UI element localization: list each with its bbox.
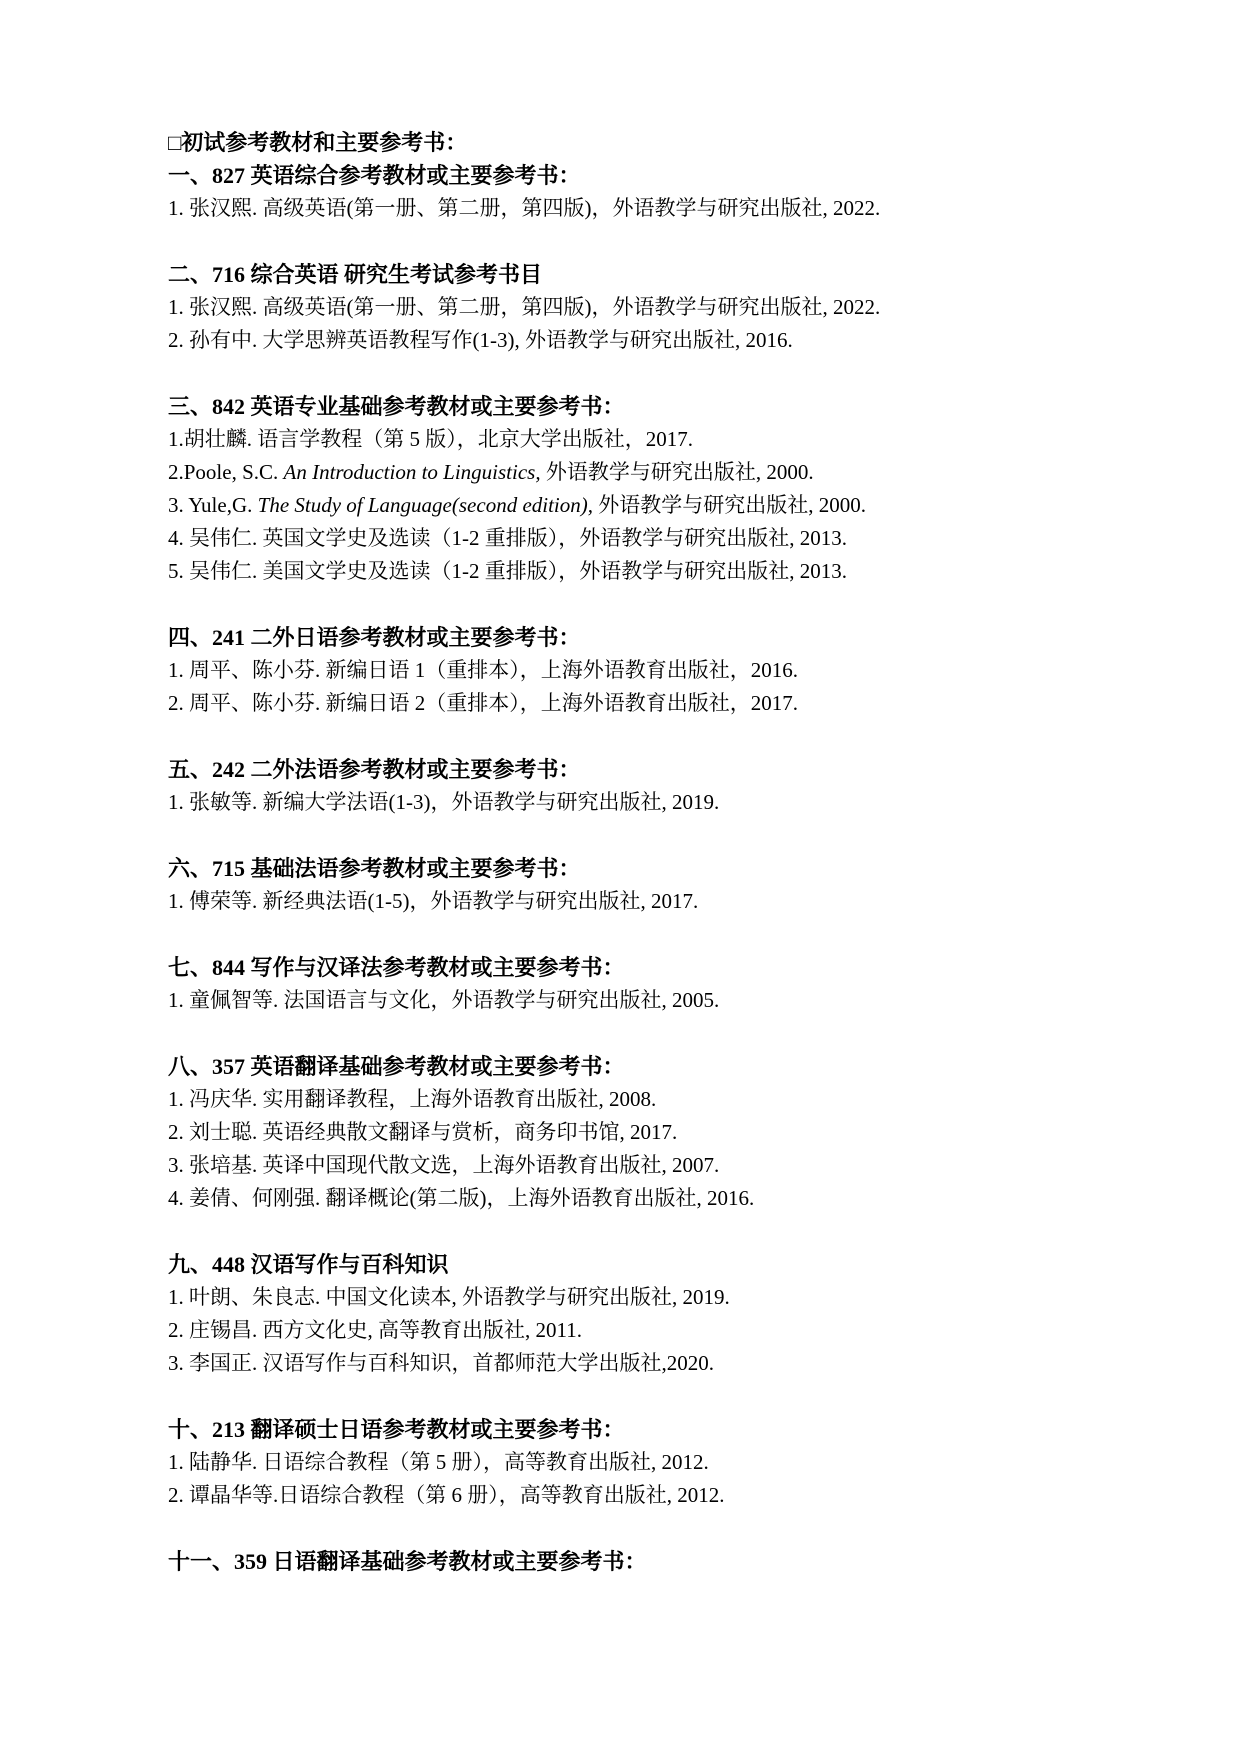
book-section [168,1050,1078,1215]
book-item: 3. 李国正. 汉语写作与百科知识，首都师范大学出版社,2020. [168,1351,714,1375]
book-item: 1. 陆静华. 日语综合教程（第 5 册），高等教育出版社, 2012. [168,1450,709,1474]
section-heading: 八、357 英语翻译基础参考教材或主要参考书： [168,1054,625,1079]
book-section [168,258,1078,357]
book-title-italic: An Introduction to Linguistics, [283,460,541,484]
section-heading: 二、716 综合英语 研究生考试参考书目 [168,262,543,287]
book-item: 2. 谭晶华等.日语综合教程（第 6 册），高等教育出版社, 2012. [168,1483,725,1507]
section-heading: 九、448 汉语写作与百科知识 [168,1252,449,1277]
book-item-text: 2.Poole, S.C. [168,460,284,484]
book-section [168,1413,1078,1512]
book-section [168,621,1078,720]
section-heading: 三、842 英语专业基础参考教材或主要参考书： [168,394,625,419]
book-section [168,159,1078,225]
book-section [168,951,1078,1017]
section-heading: 十一、359 日语翻译基础参考教材或主要参考书： [168,1549,647,1574]
section-heading: 四、241 二外日语参考教材或主要参考书： [168,625,581,650]
book-item: 1. 傅荣等. 新经典法语(1-5)，外语教学与研究出版社, 2017. [168,889,699,913]
section-heading: 五、242 二外法语参考教材或主要参考书： [168,757,581,782]
book-item: 2. 孙有中. 大学思辨英语教程写作(1-3), 外语教学与研究出版社, 2016. [168,328,793,352]
book-item: 1. 冯庆华. 实用翻译教程，上海外语教育出版社, 2008. [168,1087,657,1111]
document-title: □初试参考教材和主要参考书： [168,130,468,155]
book-section [168,753,1078,819]
book-item [168,489,1078,522]
book-section [168,1248,1078,1380]
book-section [168,852,1078,918]
book-item-text: 3. Yule,G. [168,493,258,517]
book-item [168,456,1078,489]
book-item: 1. 张汉熙. 高级英语(第一册、第二册，第四版)，外语教学与研究出版社, 2022. [168,196,881,220]
book-item: 4. 吴伟仁. 英国文学史及选读（1-2 重排版），外语教学与研究出版社, 2013. [168,526,847,550]
book-item: 1. 叶朗、朱良志. 中国文化读本, 外语教学与研究出版社, 2019. [168,1285,730,1309]
book-item: 1. 周平、陈小芬. 新编日语 1（重排本），上海外语教育出版社，2016. [168,658,798,682]
book-item-text: 外语教学与研究出版社, 2000. [540,460,814,484]
book-item: 2. 周平、陈小芬. 新编日语 2（重排本），上海外语教育出版社，2017. [168,691,798,715]
book-item: 3. 张培基. 英译中国现代散文选，上海外语教育出版社, 2007. [168,1153,720,1177]
section-heading: 六、715 基础法语参考教材或主要参考书： [168,856,581,881]
book-section [168,390,1078,588]
book-item: 1. 张汉熙. 高级英语(第一册、第二册，第四版)，外语教学与研究出版社, 2022. [168,295,881,319]
reference-book-list [168,159,1078,1578]
book-item: 4. 姜倩、何刚强. 翻译概论(第二版)，上海外语教育出版社, 2016. [168,1186,755,1210]
book-item: 1. 童佩智等. 法国语言与文化，外语教学与研究出版社, 2005. [168,988,720,1012]
book-item: 5. 吴伟仁. 美国文学史及选读（1-2 重排版），外语教学与研究出版社, 2013. [168,559,847,583]
book-title-italic: The Study of Language(second edition), [257,493,594,517]
book-section [168,1545,1078,1578]
book-item: 2. 刘士聪. 英语经典散文翻译与赏析，商务印书馆, 2017. [168,1120,678,1144]
document-page [168,126,1078,1578]
book-item-text: 外语教学与研究出版社, 2000. [593,493,867,517]
book-item: 2. 庄锡昌. 西方文化史, 高等教育出版社, 2011. [168,1318,582,1342]
section-heading: 一、827 英语综合参考教材或主要参考书： [168,163,581,188]
section-heading: 十、213 翻译硕士日语参考教材或主要参考书： [168,1417,625,1442]
book-item: 1. 张敏等. 新编大学法语(1-3)，外语教学与研究出版社, 2019. [168,790,720,814]
section-heading: 七、844 写作与汉译法参考教材或主要参考书： [168,955,625,980]
book-item: 1.胡壮麟. 语言学教程（第 5 版），北京大学出版社，2017. [168,427,693,451]
